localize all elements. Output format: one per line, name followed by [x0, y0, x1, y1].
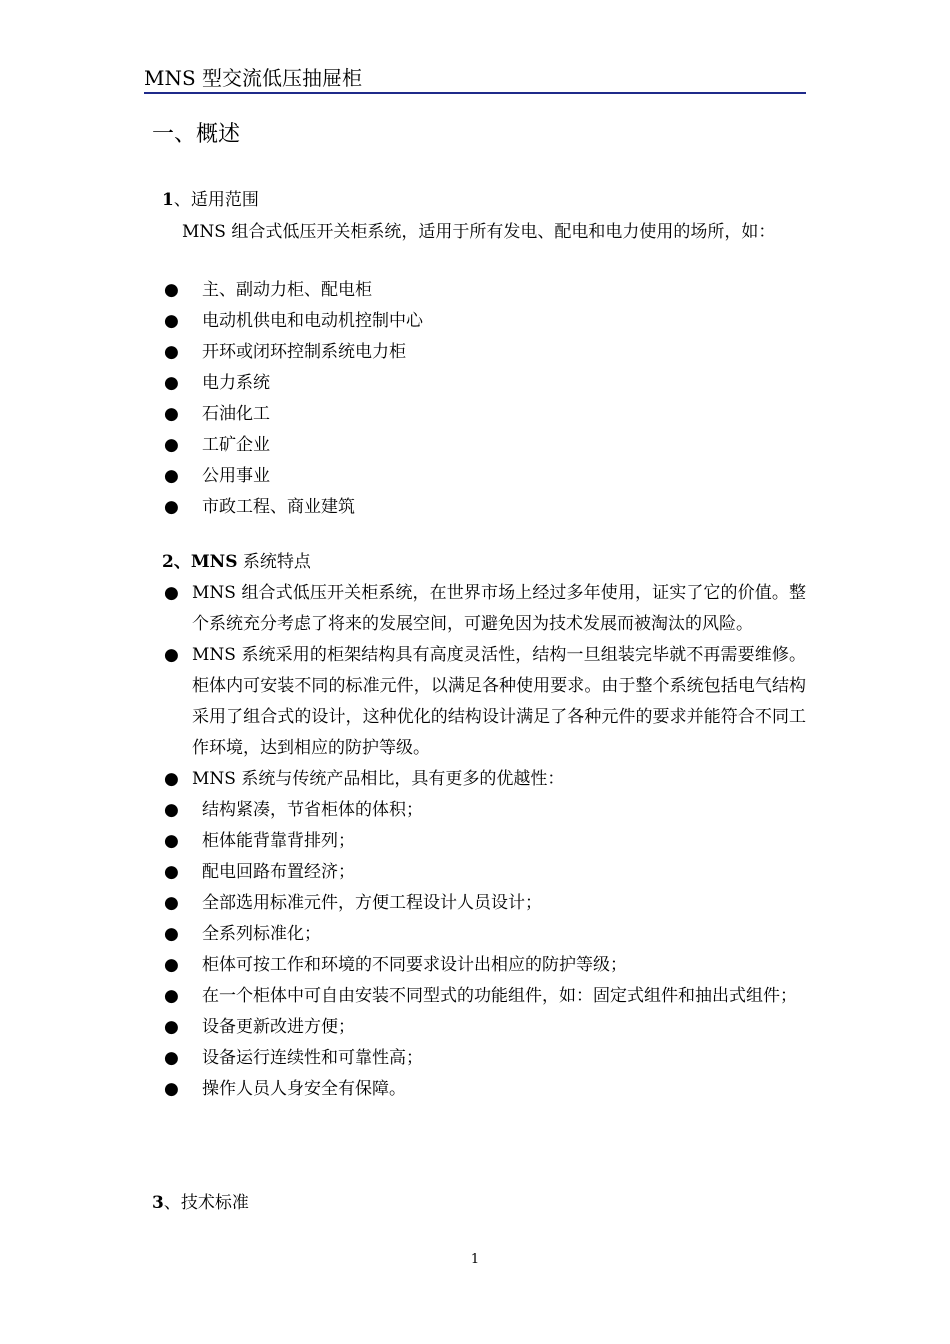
list-item-text: 配电回路布置经济；: [202, 862, 355, 882]
list-item-text: MNS 组合式低压开关柜系统，在世界市场上经过多年使用，证实了它的价值。整个系统充分考虑了将来的发展空间，可避免因为技术发展而被淘汰的风险。: [192, 583, 806, 634]
list-item: [160, 306, 806, 337]
subsection-heading-features: [162, 550, 311, 574]
list-item-text: 公用事业: [202, 466, 270, 486]
list-item-text: 结构紧凑，节省柜体的体积；: [202, 800, 423, 820]
bullet-icon: ●: [164, 955, 179, 975]
scope-paragraph: MNS 组合式低压开关柜系统，适用于所有发电、配电和电力使用的场所，如：: [182, 222, 776, 242]
bullet-icon: ●: [164, 645, 179, 665]
subsection-title: 、技术标准: [163, 1193, 249, 1213]
bullet-icon: ●: [164, 769, 179, 789]
features-list: [160, 578, 806, 1105]
header-title: MNS 型交流低压抽屉柜: [144, 66, 363, 90]
list-item-text: 全系列标准化；: [202, 924, 321, 944]
bullet-icon: ●: [164, 466, 179, 486]
list-item-text: 电动机供电和电动机控制中心: [202, 311, 423, 331]
list-item: [160, 275, 806, 306]
bullet-icon: ●: [164, 435, 179, 455]
list-item-text: 操作人员人身安全有保障。: [202, 1079, 406, 1099]
list-item-text: MNS 系统与传统产品相比，具有更多的优越性：: [192, 769, 565, 789]
list-item-text: MNS 系统采用的柜架结构具有高度灵活性，结构一旦组装完毕就不再需要维修。柜体内可安装不同的标准元件，以满足各种使用要求。由于整个系统包括电气结构采用了组合式的设计，这种优化的结构设计满足了各种元件的要求并能符合不同工作环境，达到相应的防护等级。: [192, 645, 806, 758]
list-item: [160, 578, 806, 640]
bullet-icon: ●: [164, 1048, 179, 1068]
subsection-title-bold: 、MNS: [173, 552, 238, 572]
subsection-title: 系统特点: [237, 552, 311, 572]
list-item: [160, 950, 806, 981]
bullet-icon: ●: [164, 1017, 179, 1037]
list-item-text: 工矿企业: [202, 435, 270, 455]
list-item: [160, 981, 806, 1012]
subsection-heading-scope: [162, 188, 259, 212]
bullet-icon: ●: [164, 1079, 179, 1099]
list-item: [160, 640, 806, 764]
list-item-text: 开环或闭环控制系统电力柜: [202, 342, 406, 362]
list-item: [160, 337, 806, 368]
list-item: [160, 826, 806, 857]
bullet-icon: ●: [164, 893, 179, 913]
list-item: [160, 888, 806, 919]
list-item-text: 主、副动力柜、配电柜: [202, 280, 372, 300]
subsection-number: 3: [152, 1193, 164, 1213]
list-item: [160, 857, 806, 888]
list-item-text: 石油化工: [202, 404, 270, 424]
list-item-text: 柜体能背靠背排列；: [202, 831, 355, 851]
list-item-text: 电力系统: [202, 373, 270, 393]
bullet-icon: ●: [164, 831, 179, 851]
list-item: [160, 399, 806, 430]
subsection-heading-standards: [152, 1191, 249, 1215]
list-item: [160, 1043, 806, 1074]
bullet-icon: ●: [164, 280, 179, 300]
subsection-number: 2: [162, 552, 174, 572]
list-item: [160, 1012, 806, 1043]
list-item-text: 设备运行连续性和可靠性高；: [202, 1048, 423, 1068]
list-item-text: 在一个柜体中可自由安装不同型式的功能组件，如：固定式组件和抽出式组件；: [202, 986, 797, 1006]
section-title-overview: 一、概述: [152, 122, 241, 147]
list-item-text: 市政工程、商业建筑: [202, 497, 355, 517]
list-item: [160, 461, 806, 492]
list-item: [160, 430, 806, 461]
bullet-icon: ●: [164, 497, 179, 517]
list-item: [160, 795, 806, 826]
list-item: [160, 368, 806, 399]
bullet-icon: ●: [164, 924, 179, 944]
subsection-title: 、适用范围: [173, 190, 259, 210]
list-item: [160, 492, 806, 523]
subsection-number: 1: [162, 190, 174, 210]
list-item: [160, 1074, 806, 1105]
bullet-icon: ●: [164, 986, 179, 1006]
bullet-icon: ●: [164, 342, 179, 362]
scope-list: [160, 275, 806, 523]
page-number: 1: [470, 1252, 480, 1267]
bullet-icon: ●: [164, 373, 179, 393]
list-item: [160, 919, 806, 950]
list-item-text: 设备更新改进方便；: [202, 1017, 355, 1037]
bullet-icon: ●: [164, 862, 179, 882]
list-item-text: 全部选用标准元件，方便工程设计人员设计；: [202, 893, 542, 913]
bullet-icon: ●: [164, 311, 179, 331]
list-item: [160, 764, 806, 795]
bullet-icon: ●: [164, 404, 179, 424]
bullet-icon: ●: [164, 800, 179, 820]
page-header: [144, 64, 806, 94]
bullet-icon: ●: [164, 583, 179, 603]
list-item-text: 柜体可按工作和环境的不同要求设计出相应的防护等级；: [202, 955, 627, 975]
